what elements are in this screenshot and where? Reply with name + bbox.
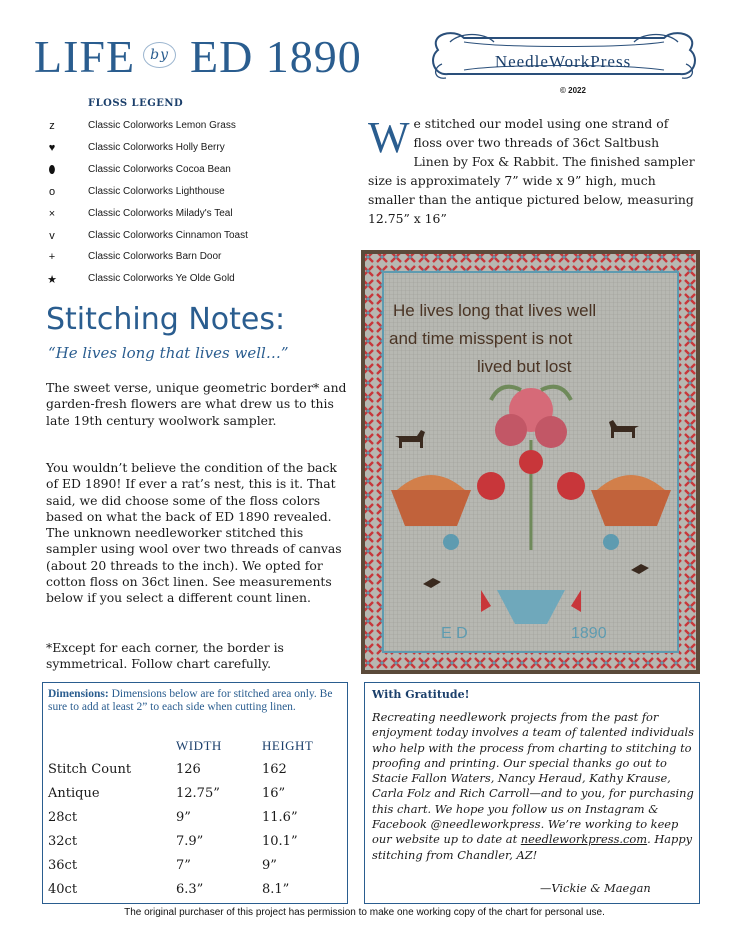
red-flower [519, 450, 543, 474]
dim-row-height: 9” [262, 858, 277, 873]
copyright: © 2022 [560, 86, 586, 95]
notes-paragraph-2: You wouldn’t believe the condition of the back of ED 1890! If ever a rat’s nest, this is it. That said, we did choose some of the floss colors based on what the back of ED 1890 revealed. The unknown needleworker stitched this sampler using wool over two threads of canvas (about 20 threads to the inch). We opted for cotton floss on 36ct linen. See measurements below if you select a different count linen. [46, 460, 342, 606]
legend-color-name: Classic Colorworks Ye Olde Gold [88, 273, 235, 284]
legend-color-name: Classic Colorworks Cinnamon Toast [88, 230, 248, 241]
red-flower [477, 472, 505, 500]
legend-item [40, 120, 300, 140]
legend-symbol: v [49, 230, 55, 242]
basket-left [391, 490, 471, 526]
legend-symbol: ⬮ [48, 164, 56, 176]
gratitude-text [372, 710, 694, 863]
sampler-verse-line-3: lived but lost [477, 357, 572, 376]
legend-item [40, 273, 300, 293]
legend-title: FLOSS LEGEND [88, 98, 184, 109]
legend-symbol: × [48, 208, 56, 220]
legend-color-name: Classic Colorworks Milady's Teal [88, 208, 233, 219]
legend-item [40, 142, 300, 162]
legend-color-name: Classic Colorworks Cocoa Bean [88, 164, 231, 175]
legend-symbol: o [48, 186, 56, 198]
basket-right [591, 490, 671, 526]
dim-row-label: 28ct [48, 810, 78, 825]
gratitude-signature: —Vickie & Maegan [540, 881, 651, 895]
intro-paragraph [368, 114, 698, 228]
legend-symbol: + [48, 251, 56, 263]
dim-row-width: 7” [176, 858, 191, 873]
legend-item [40, 230, 300, 250]
website-link[interactable]: needleworkpress.com [520, 832, 648, 847]
dim-row-label: Antique [48, 786, 100, 801]
title-left: LIFE [34, 31, 136, 82]
dimensions-note-text: Dimensions below are for stitched area only. Be sure to add at least 2” to each side when cutting linen. [48, 688, 333, 713]
sampler-verse-line-1: He lives long that lives well [393, 301, 597, 320]
sampler-year: 1890 [571, 625, 607, 642]
dim-row-height: 16” [262, 786, 286, 801]
sampler-verse-line-2: and time misspent is not [389, 329, 573, 348]
notes-quote: “He lives long that lives well…” [48, 344, 289, 362]
legend-symbol: ★ [47, 274, 57, 286]
notes-paragraph-1: The sweet verse, unique geometric border* and garden-fresh flowers are what drew us to this late 19th century woolwork sampler. [46, 380, 347, 428]
legend-item [40, 251, 300, 271]
dimensions-label: Dimensions: [48, 688, 109, 700]
page-title [34, 30, 362, 83]
sampler-photo [361, 250, 700, 674]
notes-title: Stitching Notes: [46, 302, 286, 337]
gratitude-body: Recreating needlework projects from the past for enjoyment today involves a team of talented individuals who help with the process from charting to stitching to proofing and printing. Our special thanks go out to Stacie Fallon Waters, Nancy Heraud, Kathy Krause, Carla Folz and Rich Carroll—and to you, for purchasing this chart. We hope you follow us on Instagram & Facebook @needleworkpress. We’re working to keep our website up to date at [372, 710, 694, 847]
legend-color-name: Classic Colorworks Barn Door [88, 251, 222, 262]
legend-symbol: z [49, 120, 55, 132]
gratitude-title: With Gratitude! [372, 688, 470, 701]
legend-color-name: Classic Colorworks Holly Berry [88, 142, 225, 153]
dim-row-label: 40ct [48, 882, 78, 897]
dim-row-height: 11.6” [262, 810, 298, 825]
col-height-header: HEIGHT [262, 738, 314, 753]
dim-row-label: 32ct [48, 834, 78, 849]
sampler-initials: E D [441, 625, 468, 642]
dim-row-height: 10.1” [262, 834, 298, 849]
legend-item [40, 164, 300, 184]
dim-row-height: 162 [262, 762, 287, 777]
footer-notice: The original purchaser of this project has permission to make one working copy of the chart for personal use. [124, 907, 605, 918]
legend-color-name: Classic Colorworks Lemon Grass [88, 120, 236, 131]
logo-text: NeedleWorkPress [494, 52, 632, 71]
dim-row-width: 12.75” [176, 786, 220, 801]
by-emblem: by [143, 42, 176, 68]
col-width-header: WIDTH [176, 738, 222, 753]
legend-item [40, 208, 300, 228]
dimensions-note [48, 688, 344, 714]
dim-row-width: 9” [176, 810, 191, 825]
dim-row-label: Stitch Count [48, 762, 132, 777]
dim-row-height: 8.1” [262, 882, 290, 897]
legend-item [40, 186, 300, 206]
intro-text: e stitched our model using one strand of floss over two threads of 36ct Saltbush Linen by Fox & Rabbit. The finished sampler size is approximately 7” wide x 9” high, much smaller than the antique pictured below, measuring 12.75” x 16” [368, 116, 695, 226]
gratitude-closing: . Happy stitching from Chandler, AZ! [372, 832, 693, 862]
dim-row-label: 36ct [48, 858, 78, 873]
dim-row-width: 7.9” [176, 834, 204, 849]
dim-row-width: 126 [176, 762, 201, 777]
drop-cap: W [368, 113, 410, 162]
legend-color-name: Classic Colorworks Lighthouse [88, 186, 225, 197]
legend-symbol: ♥ [48, 142, 56, 154]
red-flower [557, 472, 585, 500]
dim-row-width: 6.3” [176, 882, 204, 897]
notes-paragraph-3: *Except for each corner, the border is symmetrical. Follow chart carefully. [46, 640, 284, 672]
title-right: ED 1890 [189, 31, 362, 82]
